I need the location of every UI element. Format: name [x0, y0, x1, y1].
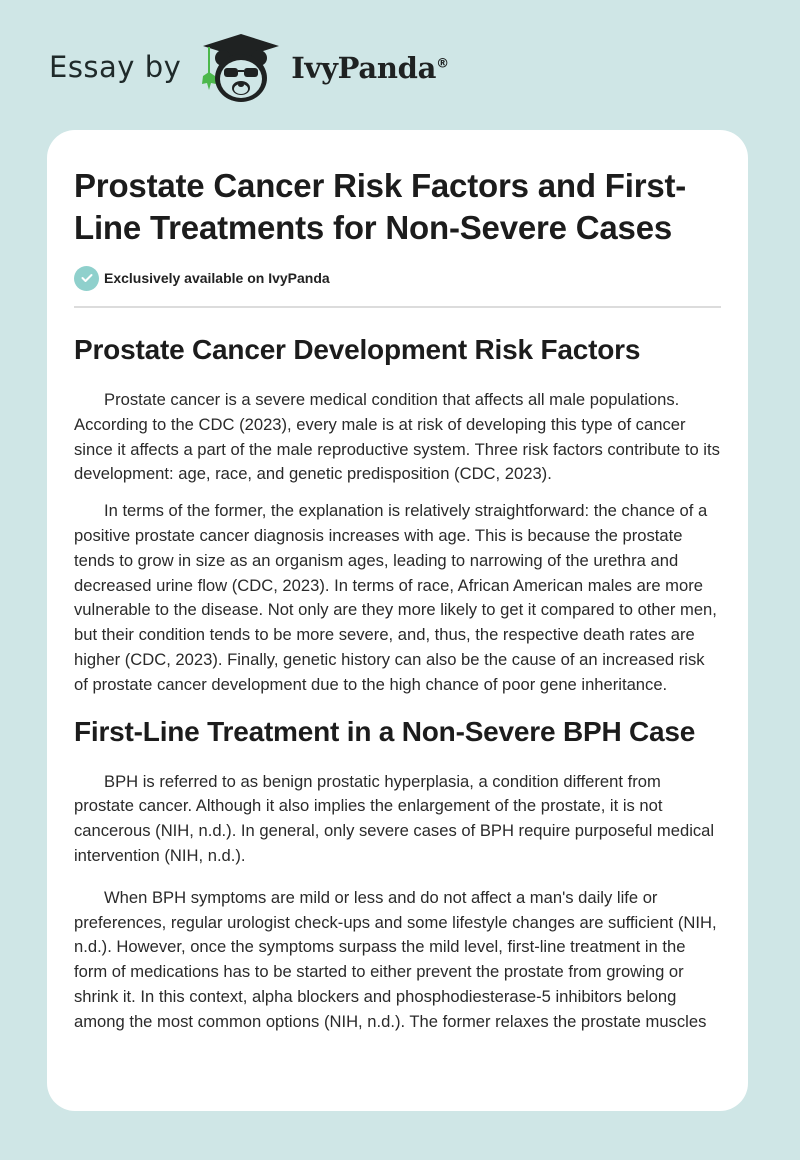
brand-name-text: IvyPanda: [291, 51, 437, 85]
panda-graduation-cap-icon[interactable]: [199, 28, 283, 104]
section-heading-risk-factors: Prostate Cancer Development Risk Factors: [74, 334, 641, 365]
section-heading-bph-treatment: First-Line Treatment in a Non-Severe BPH Case: [74, 715, 696, 747]
essay-card: [47, 130, 748, 1111]
brand-prefix: Essay by: [49, 50, 182, 84]
brand-name[interactable]: [291, 51, 449, 85]
page-title: Prostate Cancer Risk Factors and First-Line Treatments for Non-Severe Cases: [74, 167, 687, 246]
site-header: [0, 0, 800, 130]
paragraph: In terms of the former, the explanation is relatively straightforward: the chance of a positive prostate cancer diagnosis increases with age. This is because the prostate tends to grow in size as an organism ages, leading to narrowing of the urethra and decreased urine flow (CDC, 2023). In terms of race, African American males are more vulnerable to the disease. Not only are they more likely to get it compared to other men, but their condition tends to be more severe, and, thus, the respective death rates are higher (CDC, 2023). Finally, genetic history can also be the cause of an increased risk of prostate cancer development due to the high chance of poor gene inheritance.: [74, 501, 717, 694]
paragraph: Prostate cancer is a severe medical condition that affects all male populations. According to the CDC (2023), every male is at risk of developing this type of cancer since it affects a part of the male reproductive system. Three risk factors contribute to its development: age, race, and genetic predisposition (CDC, 2023).: [74, 390, 720, 484]
paragraph: BPH is referred to as benign prostatic hyperplasia, a condition different from prostate cancer. Although it also implies the enlargement of the prostate, it is not cancerous (NIH, n.d.). In general, only severe cases of BPH require purposeful medical intervention (NIH, n.d.).: [74, 771, 715, 865]
check-circle-icon: [74, 266, 99, 291]
paragraph: When BPH symptoms are mild or less and do not affect a man's daily life or preferences, regular urologist check-ups and some lifestyle changes are sufficient (NIH, n.d.). However, once the symptoms surpass the mild level, first-line treatment in the form of medications has to be started to either prevent the prostate from growing or shrink it. In this context, alpha blockers and phosphodiesterase-5 inhibitors belong among the most common options (NIH, n.d.). The former relaxes the prostate muscles: [74, 887, 717, 1031]
registered-mark: ®: [436, 56, 449, 72]
exclusive-label: Exclusively available on IvyPanda: [104, 270, 330, 286]
divider: [74, 306, 721, 308]
exclusive-badge: [74, 264, 721, 292]
